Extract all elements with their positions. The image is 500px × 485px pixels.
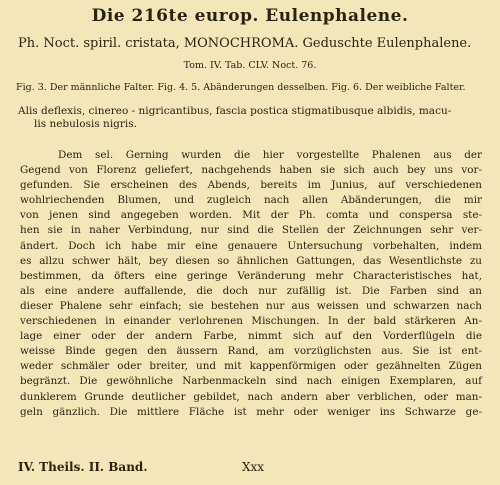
- body-line: dunklerem Grunde deutlicher gebildet, nach andern aber verblichen, oder man-: [20, 390, 482, 403]
- body-line: begränzt. Die gewöhnliche Narbenmackeln sind nach einigen Exemplaren, auf: [20, 375, 482, 388]
- body-line: lage einer oder der andern Farbe, nimmt sich auf den Vorderflügeln die: [20, 330, 482, 343]
- body-line: hen sie in naher Verbindung, nur sind die Stellen der Zeichnungen sehr ver-: [20, 224, 482, 237]
- diagnosis-line: Alis deflexis, cinereo - nigricantibus, fascia postica stigmatibusque albidis, macu-: [18, 105, 452, 117]
- body-line: ändert. Doch ich habe mir eine genauere Untersuchung vorbehalten, indem: [20, 239, 482, 252]
- signature-mark: Xxx: [241, 460, 265, 474]
- body-line: weisse Binde gegen den äussern Rand, am vorzüglichsten aus. Sie ist ent-: [20, 345, 482, 358]
- body-line: als eine andere auffallende, die doch nur zufällig ist. Die Farben sind an: [20, 284, 482, 297]
- body-line: bestimmen, da öfters eine geringe Veränderung mehr Characteristisches hat,: [20, 269, 482, 282]
- body-line: geln gänzlich. Die mittlere Fläche ist mehr oder weniger ins Schwarze ge-: [20, 405, 482, 418]
- latin-diagnosis: [18, 105, 484, 131]
- body-line: von jenen sind angegeben worden. Mit der Ph. comta und conspersa ste-: [20, 209, 482, 222]
- body-text: [20, 148, 482, 420]
- body-line: es allzu schwer hält, bey diesen so ähnlichen Gattungen, das Wesentlichste zu: [20, 254, 482, 267]
- volume-label: IV. Theils. II. Band.: [18, 460, 148, 474]
- page-title: Die 216te europ. Eulenphalene.: [91, 6, 409, 26]
- figure-captions: Fig. 3. Der männliche Falter. Fig. 4. 5. Abänderungen desselben. Fig. 6. Der weibliche Falter.: [16, 82, 466, 93]
- page-footer: [18, 460, 488, 478]
- plate-reference: Tom. IV. Tab. CLV. Noct. 76.: [183, 60, 317, 71]
- body-line: Gegend von Florenz geliefert, nachgehends haben sie sich auch bey uns vor-: [20, 164, 482, 177]
- body-line: Dem sel. Gerning wurden die hier vorgestellte Phalenen aus der: [58, 149, 482, 161]
- body-line: dieser Phalene sehr einfach; sie bestehen nur aus weissen und schwarzen nach: [20, 299, 482, 312]
- body-line: wohlriechenden Blumen, und zugleich nach allen Abänderungen, die mir: [20, 194, 482, 207]
- body-line: verschiedenen in einander verlohrenen Mischungen. In der bald stärkeren An-: [20, 315, 482, 328]
- body-line: gefunden. Sie erscheinen des Abends, bereits im Junius, auf verschiedenen: [20, 179, 482, 192]
- diagnosis-line: lis nebulosis nigris.: [34, 118, 138, 130]
- species-name: Ph. Noct. spiril. cristata, MONOCHROMA. Geduschte Eulenphalene.: [18, 36, 472, 51]
- body-line: weder schmäler oder breiter, und mit kappenförmigen oder gezähnelten Zügen: [20, 360, 482, 373]
